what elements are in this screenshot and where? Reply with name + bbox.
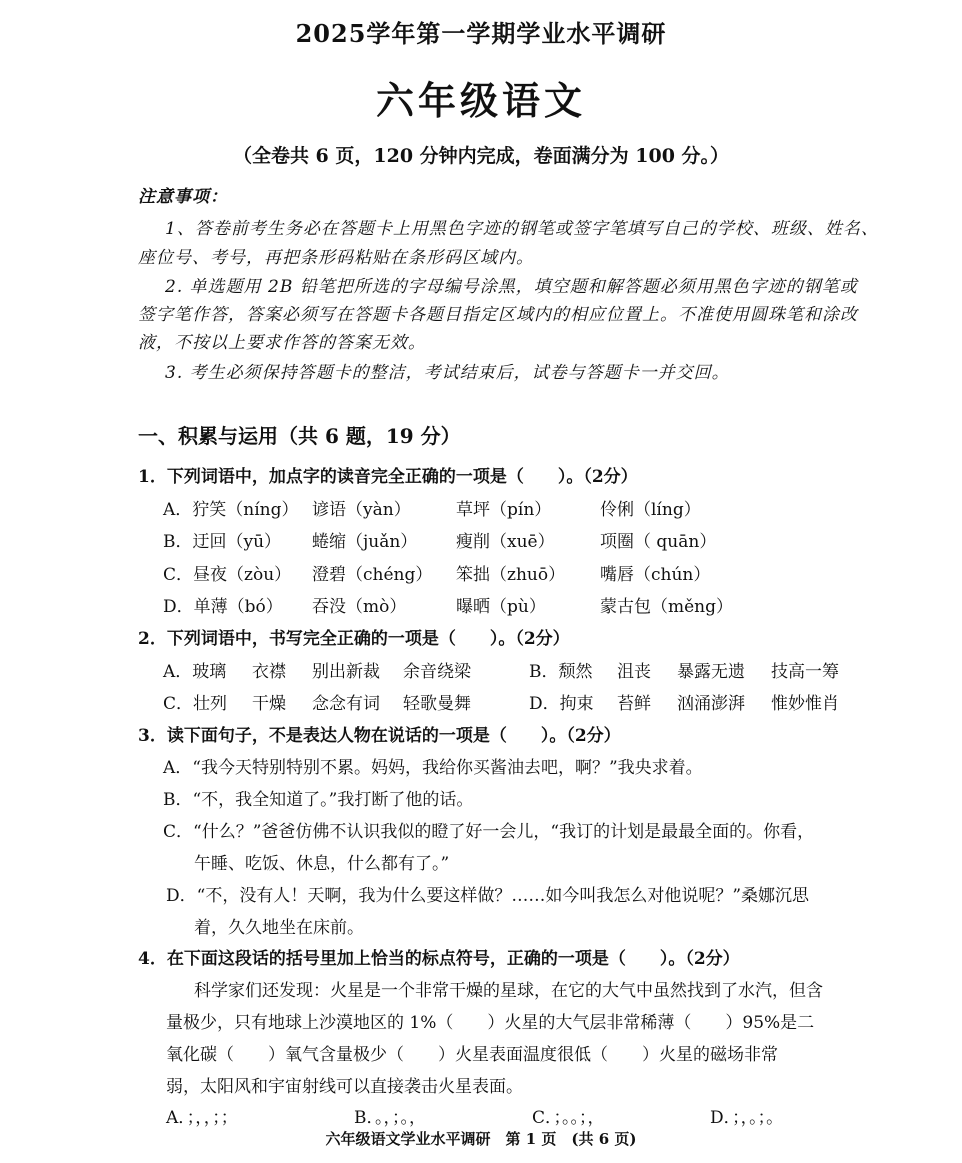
- notice-heading: 注意事项：: [138, 187, 228, 207]
- question-4-option-b: B．。，；。，: [354, 1108, 426, 1128]
- question-3-option: D．“不，没有人！天啊，我为什么要这样做？……如今叫我怎么对他说呢？”桑娜沉思: [166, 886, 810, 906]
- notice-line: 3. 考生必须保持答题卡的整洁，考试结束后，试卷与答题卡一并交回。: [165, 363, 730, 383]
- option-word: 别出新裁: [312, 662, 380, 682]
- question-4-paragraph-line: 量极少，只有地球上沙漠地区的 1%（ ）火星的大气层非常稀薄（ ）95%是二: [166, 1013, 815, 1033]
- section-title: 一、积累与运用（共 6 题，19 分）: [138, 424, 461, 448]
- option-b1: B．迂回（yū）: [163, 532, 282, 552]
- question-4-paragraph-line: 氧化碳（ ）氧气含量极少（ ）火星表面温度很低（ ）火星的磁场非常: [166, 1045, 778, 1065]
- option-word: 余音绕梁: [403, 662, 471, 682]
- option-word: B．颓然: [529, 662, 593, 682]
- notice-line: 座位号、考号，再把条形码粘贴在条形码区域内。: [138, 248, 534, 268]
- option-word: 汹涌澎湃: [677, 694, 745, 714]
- question-3-option: B．“不，我全知道了。”我打断了他的话。: [163, 790, 474, 810]
- notice-line: 液，不按以上要求作答的答案无效。: [138, 333, 426, 353]
- option-b2: 蜷缩（juǎn）: [312, 532, 418, 552]
- option-a2: 谚语（yàn）: [312, 500, 411, 520]
- notice-line: 2. 单选题用 2B 铅笔把所选的字母编号涂黑，填空题和解答题必须用黑色字迹的钢笔或: [165, 277, 858, 297]
- option-a3: 草坪（pín）: [456, 500, 552, 520]
- question-4-stem: 4．在下面这段话的括号里加上恰当的标点符号，正确的一项是（ ）。（2分）: [138, 949, 740, 969]
- option-d1: D．单薄（bó）: [163, 597, 283, 617]
- option-word: 轻歌曼舞: [403, 694, 471, 714]
- question-4-paragraph-line: 科学家们还发现：火星是一个非常干燥的星球，在它的大气中虽然找到了水汽，但含: [194, 981, 823, 1001]
- question-1-stem: 1．下列词语中，加点字的读音完全正确的一项是（ ）。（2分）: [138, 467, 638, 487]
- option-word: 技高一筹: [771, 662, 839, 682]
- option-a1: A．狞笑（níng）: [163, 500, 299, 520]
- notice-line: 签字笔作答，答案必须写在答题卡各题目指定区域内的相应位置上。不准使用圆珠笔和涂改: [138, 305, 858, 325]
- exam-subtitle: 2025学年第一学期学业水平调研: [295, 19, 667, 48]
- option-word: 苔鲜: [617, 694, 651, 714]
- option-b3: 瘦削（xuē）: [456, 532, 555, 552]
- option-word: 沮丧: [617, 662, 651, 682]
- option-c1: C．昼夜（zòu）: [163, 565, 292, 585]
- option-word: 干燥: [252, 694, 286, 714]
- question-2-stem: 2．下列词语中，书写完全正确的一项是（ ）。（2分）: [138, 629, 570, 649]
- question-3-option: C．“什么？”爸爸仿佛不认识我似的瞪了好一会儿，“我订的计划是最最全面的。你看，: [163, 822, 815, 842]
- question-4-option-a: A．；，，；；: [166, 1108, 238, 1128]
- notice-line: 1、答卷前考生务必在答题卡上用黑色字迹的钢笔或签字笔填写自己的学校、班级、姓名、: [165, 219, 879, 239]
- question-4-option-d: D．；，。；。: [710, 1108, 784, 1128]
- exam-note: （全卷共 6 页，120 分钟内完成，卷面满分为 100 分。）: [232, 145, 730, 167]
- question-3-option-cont: 午睡、吃饭、休息，什么都有了。”: [194, 854, 450, 874]
- exam-title: 六年级语文: [375, 78, 586, 123]
- option-word: D．拘束: [529, 694, 594, 714]
- page-footer: 六年级语文学业水平调研 第 1 页 (共 6 页): [325, 1130, 637, 1148]
- question-3-option-cont: 着，久久地坐在床前。: [194, 918, 364, 938]
- option-word: 暴露无遗: [677, 662, 745, 682]
- option-word: C．壮列: [163, 694, 228, 714]
- option-b4: 项圈（ quān）: [600, 532, 717, 552]
- question-4-option-c: C．；。。；，: [532, 1108, 605, 1128]
- question-4-paragraph-line: 弱，太阳风和宇宙射线可以直接袭击火星表面。: [166, 1077, 523, 1097]
- option-word: A．玻璃: [163, 662, 227, 682]
- option-d2: 吞没（mò）: [312, 597, 407, 617]
- option-d3: 曝晒（pù）: [456, 597, 546, 617]
- option-word: 衣襟: [252, 662, 286, 682]
- option-c4: 嘴唇（chún）: [600, 565, 711, 585]
- option-c3: 笨拙（zhuō）: [456, 565, 566, 585]
- option-word: 惟妙惟肖: [771, 694, 839, 714]
- question-3-stem: 3．读下面句子，不是表达人物在说话的一项是（ ）。（2分）: [138, 726, 621, 746]
- option-a4: 伶俐（líng）: [600, 500, 701, 520]
- option-word: 念念有词: [312, 694, 380, 714]
- question-3-option: A．“我今天特别特别不累。妈妈，我给你买酱油去吧，啊？”我央求着。: [163, 758, 703, 778]
- option-c2: 澄碧（chéng）: [312, 565, 433, 585]
- option-d4: 蒙古包（měng）: [600, 597, 734, 617]
